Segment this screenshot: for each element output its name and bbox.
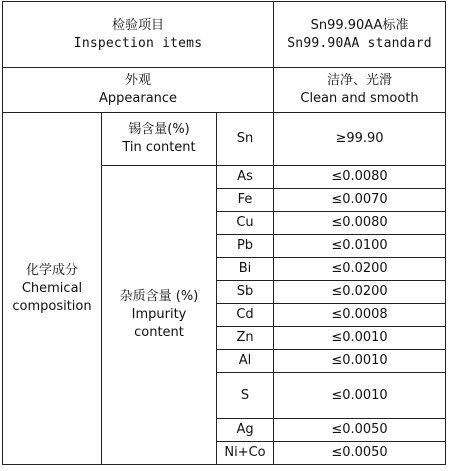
tin-row (3, 113, 446, 166)
appearance-value-cn: 洁净、光滑 (327, 73, 393, 88)
impurity-element: As (217, 166, 274, 189)
impurity-content-label (102, 166, 217, 465)
impurity-element: Pb (217, 235, 274, 258)
impurity-value: ≤0.0050 (274, 419, 446, 442)
impurity-element: Zn (217, 327, 274, 350)
appearance-value (274, 68, 446, 113)
impurity-element: Fe (217, 189, 274, 212)
impurity-value: ≤0.0050 (274, 442, 446, 465)
impurity-element: Ni+Co (217, 442, 274, 465)
impurity-value: ≤0.0200 (274, 281, 446, 304)
chemical-en-2: composition (12, 298, 92, 314)
tin-content-cn: 锡含量(%) (128, 122, 190, 137)
standard-cn: Sn99.90AA标准 (310, 17, 409, 33)
impurity-element: Ag (217, 419, 274, 442)
chemical-cn: 化学成分 (25, 262, 78, 278)
appearance-en: Appearance (98, 91, 178, 106)
tin-content-en: Tin content (122, 140, 196, 155)
tin-value: ≥99.90 (274, 113, 446, 166)
impurity-value: ≤0.0100 (274, 235, 446, 258)
appearance-cn: 外观 (125, 73, 152, 88)
header-row (3, 2, 446, 68)
impurity-value: ≤0.0008 (274, 304, 446, 327)
impurity-en-2: content (134, 325, 184, 340)
spec-table-body (3, 2, 446, 465)
tin-content-label (102, 113, 217, 166)
impurity-element: Cd (217, 304, 274, 327)
appearance-value-en: Clean and smooth (300, 91, 419, 106)
impurity-value: ≤0.0080 (274, 166, 446, 189)
standard-header (274, 2, 446, 68)
spec-table (2, 1, 446, 465)
chemical-composition-label (3, 113, 102, 465)
impurity-element: Al (217, 350, 274, 373)
impurity-cn: 杂质含量 (%) (119, 289, 199, 304)
impurity-en-1: Impurity (131, 307, 187, 322)
appearance-row (3, 68, 446, 113)
inspection-items-header (3, 2, 274, 68)
appearance-label (3, 68, 274, 113)
tin-element: Sn (217, 113, 274, 166)
impurity-value: ≤0.0010 (274, 373, 446, 419)
impurity-value: ≤0.0200 (274, 258, 446, 281)
impurity-value: ≤0.0010 (274, 327, 446, 350)
impurity-value: ≤0.0010 (274, 350, 446, 373)
chemical-en-1: Chemical (21, 280, 83, 296)
impurity-element: Cu (217, 212, 274, 235)
impurity-value: ≤0.0070 (274, 189, 446, 212)
impurity-element: S (217, 373, 274, 419)
inspection-items-cn: 检验项目 (112, 17, 165, 33)
inspection-items-en: Inspection items (73, 35, 203, 51)
impurity-element: Sb (217, 281, 274, 304)
impurity-value: ≤0.0080 (274, 212, 446, 235)
impurity-element: Bi (217, 258, 274, 281)
standard-en: Sn99.90AA standard (287, 35, 432, 51)
